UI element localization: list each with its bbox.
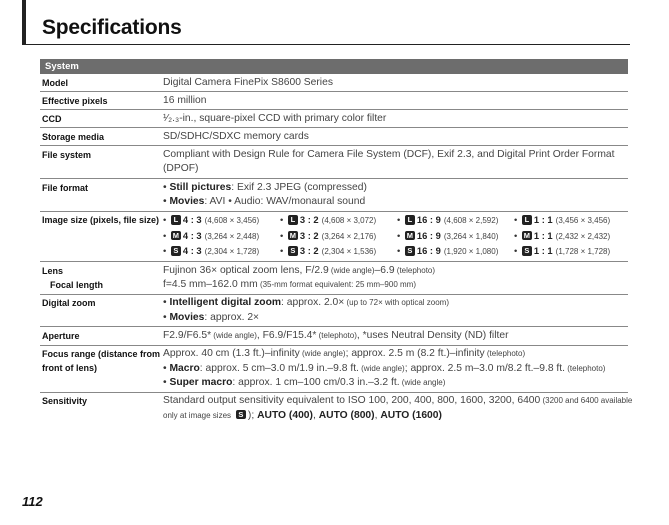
value-line: (DPOF) [163,163,199,175]
row-value [163,146,628,179]
image-size-item [280,244,397,260]
image-size-item [280,213,397,229]
aspect-ratio: 3 : 2 [299,214,319,226]
aspect-ratio: 3 : 2 [299,245,319,257]
value-line [163,278,628,293]
page-title: Specifications [42,16,182,39]
bullet-line [163,311,628,326]
image-size-item [514,229,631,245]
pixel-dimensions: (4,608 × 2,592) [443,216,499,226]
table-row [40,392,628,424]
text: ; approx. 2.5 m (8.2 ft.)–infinity [345,348,485,359]
bullet-key: Still pictures [169,181,232,193]
image-size-item [163,213,280,229]
value-line [163,394,633,409]
table-row [40,179,628,212]
row-value [163,262,628,295]
small-note: (wide angle) [328,265,375,275]
size-s-icon: S [236,410,246,420]
row-label: Aperture [40,327,163,345]
label-line: front of lens) [42,363,97,373]
pixel-dimensions: (4,608 × 3,072) [321,216,377,226]
bullet-text: : approx. 5 cm–3.0 m/1.9 in.–9.8 ft. [199,362,359,374]
text: , F6.9/F15.4* [256,329,317,341]
text: , *uses Neutral Density (ND) filter [356,329,509,341]
size-l-icon: L [405,215,415,225]
aspect-ratio: 1 : 1 [533,245,553,257]
row-label [40,262,163,295]
row-value: 16 million [163,92,628,110]
title-bar [22,0,630,45]
pixel-dimensions: (2,304 × 1,536) [321,247,377,257]
bullet-line [163,195,628,210]
row-label: Image size (pixels, file size) [40,211,163,261]
value-line: Compliant with Design Rule for Camera File System (DCF), Exif 2.3, and Digital Print Order Format [163,148,615,160]
text: Fujinon 36× optical zoom lens, F/2.9 [163,264,329,276]
aspect-ratio: 3 : 2 [299,229,319,241]
row-value [163,345,628,392]
value-line [163,329,628,344]
table-row [40,345,628,392]
small-note: (wide angle) [399,378,446,388]
aspect-ratio: 16 : 9 [416,229,441,241]
bullet-line [163,181,628,196]
size-l-icon: L [171,215,181,225]
size-m-icon: M [523,230,531,240]
bullet-line [163,376,628,391]
text: f=4.5 mm–162.0 mm [163,279,258,291]
text: –6.9 [374,264,395,276]
small-note: (wide angle) [299,349,346,358]
table-row [40,110,628,128]
row-value [163,211,628,261]
text: Approx. 40 cm (1.3 ft.)–infinity [163,348,300,359]
row-label: File system [40,146,163,179]
image-size-item [397,229,514,245]
table-row [40,327,628,345]
image-size-item [514,213,631,229]
value-line: only at image sizes S ); AUTO (400), AUTO (800), AUTO (1600) [163,409,442,421]
row-value [163,179,628,212]
small-note: (up to 72× with optical zoom) [344,298,449,308]
row-label: Model [40,74,163,92]
small-note: only at image sizes [163,410,232,420]
image-size-item [397,213,514,229]
small-note: (35-mm format equivalent: 25 mm–900 mm) [257,280,416,290]
aspect-ratio: 4 : 3 [182,245,202,257]
table-row [40,74,628,92]
small-note: (3200 and 6400 available [540,396,633,406]
aspect-ratio: 4 : 3 [182,214,202,226]
image-size-item [163,229,280,245]
bullet-text: : approx. 1 cm–100 cm/0.3 in.–3.2 ft. [232,377,400,389]
bullet-text: : approx. 2.0× [281,297,345,309]
row-label: Sensitivity [42,396,88,407]
pixel-dimensions: (3,264 × 1,840) [443,231,499,241]
bullet-key: Movies [169,196,205,208]
table-row [40,211,628,261]
table-row [40,294,628,327]
row-value: SD/SDHC/SDXC memory cards [163,128,628,146]
auto-value: AUTO (400) [257,409,313,421]
bullet-line [163,296,628,311]
pixel-dimensions: (4,608 × 3,456) [204,216,260,226]
row-value [163,392,633,424]
bullet-key: Macro [169,362,200,374]
small-note: (wide angle) [211,330,257,340]
size-l-icon: L [522,215,532,225]
pixel-dimensions: (2,304 × 1,728) [204,247,260,257]
label-line: Focus range (distance from [42,349,161,359]
row-value [163,294,628,327]
text: Standard output sensitivity equivalent to ISO 100, 200, 400, 800, 1600, 3200, 6400 [163,395,541,407]
bullet-key: Movies [169,311,205,323]
image-size-item [514,244,631,260]
auto-value: AUTO (800) [318,409,375,421]
pixel-dimensions: (1,728 × 1,728) [555,247,611,257]
row-value: ¹⁄₂.₃-in., square-pixel CCD with primary color filter [163,110,628,128]
text: ); [247,409,255,421]
aspect-ratio: 4 : 3 [182,229,202,241]
table-row [40,128,628,146]
pixel-dimensions: (2,432 × 2,432) [555,231,611,241]
small-note: (wide angle) [358,363,405,373]
size-s-icon: S [405,246,415,256]
row-label: Effective pixels [40,92,163,110]
pixel-dimensions: (1,920 × 1,080) [443,247,499,257]
row-label: Digital zoom [40,294,163,327]
section-header: System [40,59,628,74]
image-size-grid [163,213,628,260]
image-size-item [163,244,280,260]
value-line [163,347,628,362]
small-note: (telephoto) [565,363,606,373]
bullet-text: : approx. 2× [204,311,260,323]
bullet-text: : Exif 2.3 JPEG (compressed) [231,181,367,193]
bullet-text: ; approx. 2.5 m–3.0 m/8.2 ft.–9.8 ft. [404,362,565,374]
bullet-text: : AVI • Audio: WAV/monaural sound [204,196,366,208]
value-line [163,264,628,279]
aspect-ratio: 16 : 9 [416,214,441,226]
image-size-item [280,229,397,245]
size-s-icon: S [522,246,532,256]
bullet-key: Super macro [169,377,233,389]
small-note: (telephoto) [484,349,526,358]
size-l-icon: L [288,215,298,225]
bullet-key: Intelligent digital zoom [169,297,282,309]
size-s-icon: S [171,246,181,256]
spec-table [40,74,633,424]
aspect-ratio: 1 : 1 [533,214,553,226]
row-label: File format [40,179,163,212]
bullet-line [163,362,628,377]
size-m-icon: M [172,230,180,240]
aspect-ratio: 1 : 1 [533,229,553,241]
small-note: (telephoto) [394,265,436,275]
sublabel: Focal length [50,279,104,290]
small-note: (telephoto) [316,330,357,340]
aspect-ratio: 16 : 9 [416,245,441,257]
table-row [40,92,628,110]
label-line: Lens [42,265,64,276]
row-value [163,327,628,345]
size-m-icon: M [289,230,297,240]
row-label: CCD [40,110,163,128]
text: F2.9/F6.5* [163,329,212,341]
pixel-dimensions: (3,264 × 2,176) [321,231,377,241]
row-value: Digital Camera FinePix S8600 Series [163,74,628,92]
row-label: Storage media [40,128,163,146]
table-row [40,262,628,295]
row-label [40,345,163,392]
size-m-icon: M [406,230,414,240]
image-size-item [397,244,514,260]
table-row [40,146,628,179]
auto-value: AUTO (1600) [380,409,442,421]
size-s-icon: S [288,246,298,256]
pixel-dimensions: (3,456 × 3,456) [555,216,611,226]
page-number: 112 [22,494,43,509]
pixel-dimensions: (3,264 × 2,448) [204,231,260,241]
